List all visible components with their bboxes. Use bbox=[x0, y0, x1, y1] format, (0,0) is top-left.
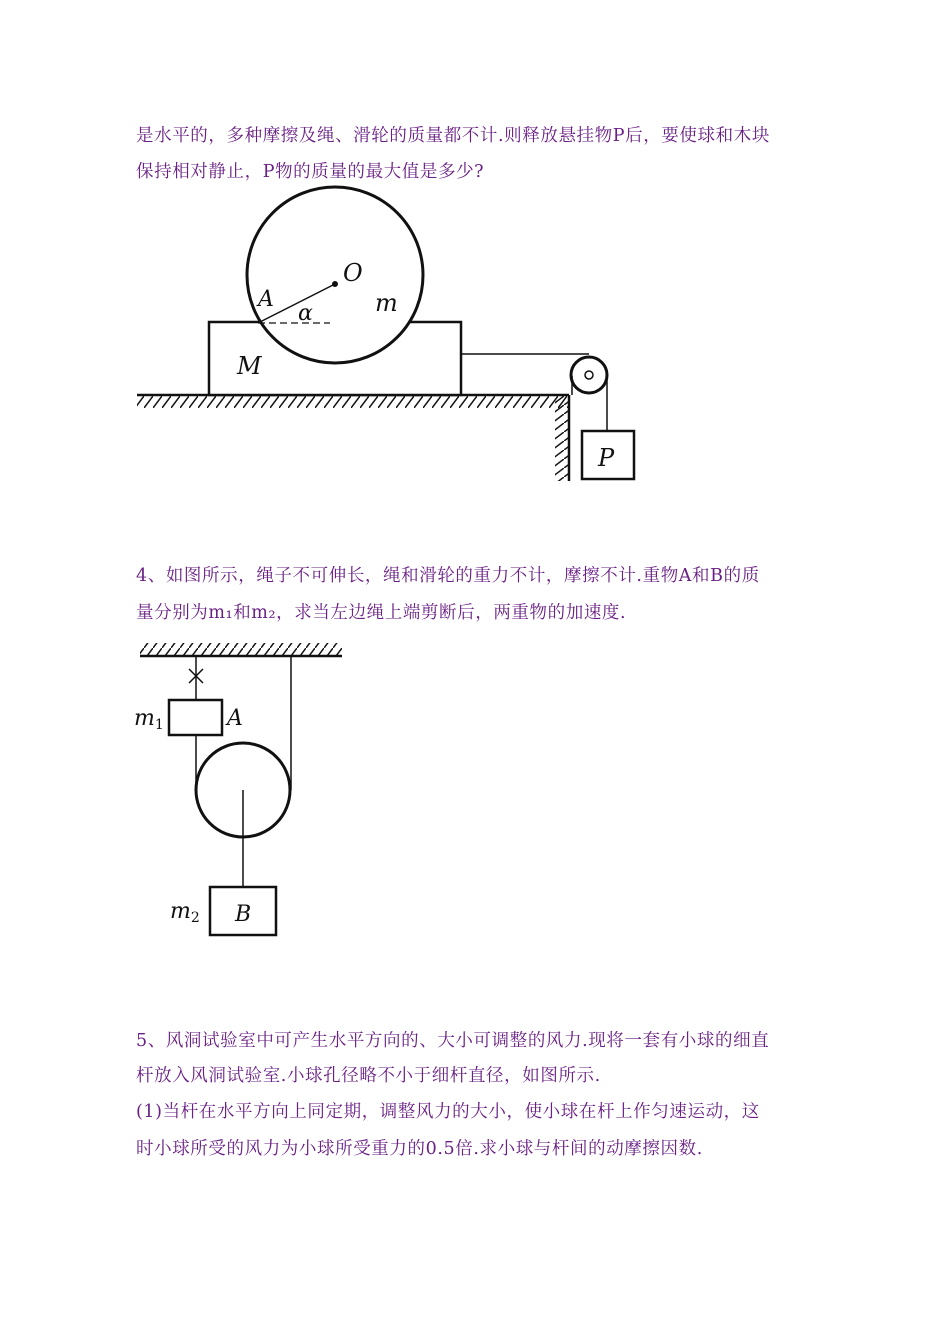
label-m: m bbox=[375, 289, 398, 317]
ground bbox=[137, 395, 569, 481]
q4-text-line-1: 4、如图所示，绳子不可伸长，绳和滑轮的重力不计，摩擦不计.重物A和B的质 bbox=[136, 566, 760, 586]
svg-text:m1 bbox=[134, 706, 164, 733]
label-A2: A bbox=[227, 706, 243, 731]
label-A: A bbox=[258, 287, 274, 312]
label-m1-sub: 1 bbox=[154, 717, 164, 733]
block-A bbox=[169, 700, 222, 735]
q4-text-line-2: 量分别为m₁和m₂，求当左边绳上端剪断后，两重物的加速度. bbox=[136, 603, 627, 623]
q5-text-line-4: 时小球所受的风力为小球所受重力的0.5倍.求小球与杆间的动摩擦因数. bbox=[136, 1139, 703, 1159]
q5-text-line-1: 5、风洞试验室中可产生水平方向的、大小可调整的风力.现将一套有小球的细直 bbox=[136, 1031, 770, 1051]
label-M: M bbox=[237, 352, 262, 380]
q3-text-line-2: 保持相对静止，P物的质量的最大值是多少? bbox=[136, 162, 485, 182]
figure-pulley-masses bbox=[140, 643, 342, 935]
label-O: O bbox=[343, 259, 363, 287]
label-alpha: α bbox=[298, 301, 313, 326]
label-m1: m bbox=[134, 706, 155, 731]
ball-m bbox=[247, 187, 423, 363]
q3-text-line-1: 是水平的，多种摩擦及绳、滑轮的质量都不计.则释放悬挂物P后，要使球和木块 bbox=[136, 126, 770, 146]
label-P: P bbox=[598, 444, 615, 472]
label-m2-sub: 2 bbox=[190, 910, 200, 926]
label-m2: m bbox=[170, 899, 191, 924]
q5-text-line-2: 杆放入风洞试验室.小球孔径略不小于细杆直径，如图所示. bbox=[136, 1066, 601, 1086]
q5-text-line-3: (1)当杆在水平方向上同定期，调整风力的大小，使小球在杆上作匀速运动，这 bbox=[136, 1102, 760, 1122]
svg-text:m2 bbox=[170, 899, 200, 926]
label-B: B bbox=[235, 902, 252, 927]
